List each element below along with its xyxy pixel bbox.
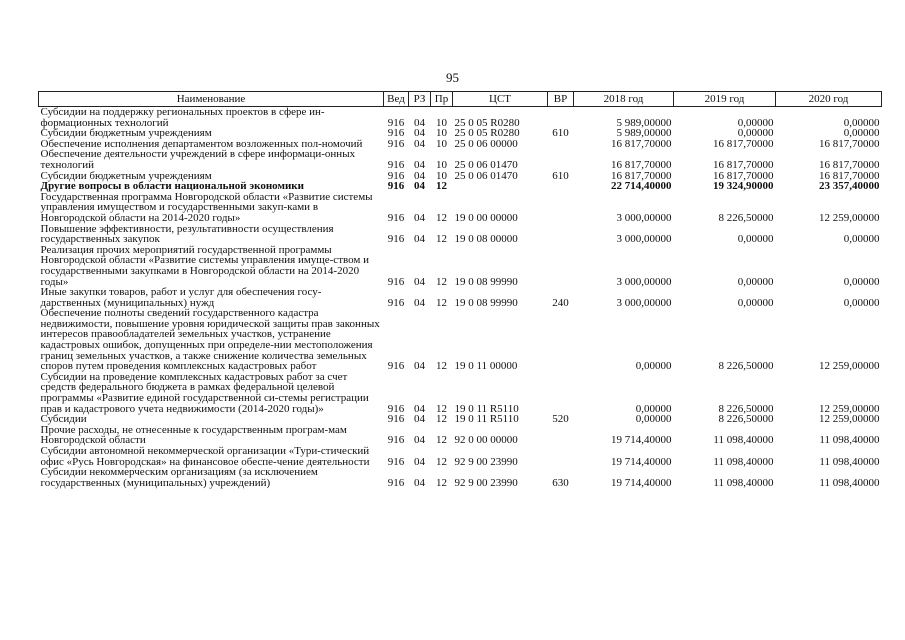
row-cst — [453, 181, 548, 192]
header-name: Наименование — [39, 92, 384, 107]
row-name: Субсидии некоммерческим организациям (за исключением государственных (муниципальных) учреждений) — [40, 466, 318, 489]
row-name: Субсидии на проведение комплексных кадастровых работ за счет средств федерального бюджета в рамках федеральной целевой программы «Развитие единой государственной си-стемы регистрации прав и кадастрового учета недвижимости (2014-2020 годы)» — [40, 370, 369, 415]
row-pr: 12 — [436, 455, 447, 468]
row-2020: 11 098,40000 — [819, 434, 880, 447]
row-pr: 12 — [436, 275, 447, 288]
table-row — [39, 192, 882, 224]
row-rz: 04 — [414, 127, 425, 140]
row-2020: 16 817,70000 — [819, 169, 880, 182]
row-vr — [548, 107, 574, 129]
row-name: Обеспечение деятельности учреждений в сфере информаци-онных технологий — [40, 148, 356, 171]
table-row — [39, 287, 882, 308]
row-vr — [548, 181, 574, 192]
row-pr: 12 — [436, 180, 447, 193]
row-2020: 23 357,40000 — [819, 180, 880, 193]
row-ved: 916 — [387, 158, 405, 171]
row-cst: 19 0 11 R5110 — [454, 402, 519, 415]
row-2018: 3 000,00000 — [616, 275, 672, 288]
header-row — [39, 92, 882, 107]
row-vr — [548, 372, 574, 414]
row-ved: 916 — [387, 434, 405, 447]
header-2019: 2019 год — [674, 92, 776, 107]
row-ved: 916 — [387, 169, 405, 182]
table-row — [39, 425, 882, 446]
row-2018: 19 714,40000 — [611, 455, 672, 468]
row-2018: 0,00000 — [635, 360, 672, 373]
row-2018: 5 989,00000 — [616, 116, 672, 129]
row-ved: 916 — [387, 296, 405, 309]
row-2020: 0,00000 — [843, 127, 880, 140]
row-cst: 19 0 08 99990 — [454, 296, 518, 309]
row-cst: 92 9 00 23990 — [454, 455, 518, 468]
row-2019: 0,00000 — [737, 275, 774, 288]
row-rz: 04 — [414, 275, 425, 288]
header-ved: Вед — [384, 92, 409, 107]
row-2018: 16 817,70000 — [611, 137, 672, 150]
row-2018: 0,00000 — [635, 413, 672, 426]
row-pr: 10 — [436, 137, 447, 150]
row-cst: 25 0 06 01470 — [454, 169, 518, 182]
row-2019: 16 817,70000 — [713, 169, 774, 182]
row-2019: 19 324,90000 — [713, 180, 774, 193]
row-2019: 16 817,70000 — [713, 137, 774, 150]
row-rz: 04 — [414, 158, 425, 171]
row-2020: 16 817,70000 — [819, 137, 880, 150]
row-rz: 04 — [414, 360, 425, 373]
row-rz: 04 — [414, 476, 425, 489]
row-2018: 3 000,00000 — [616, 211, 672, 224]
table-row — [39, 245, 882, 287]
row-vr — [548, 425, 574, 446]
table-body — [39, 107, 882, 489]
row-2018: 0,00000 — [635, 402, 672, 415]
row-name: Субсидии автономной некоммерческой организации «Тури-стический офис «Русь Новгородская» на финансовое обеспе-чение деятельности — [40, 445, 370, 468]
row-pr: 12 — [436, 434, 447, 447]
row-2018: 19 714,40000 — [611, 434, 672, 447]
row-vr: 630 — [552, 476, 569, 489]
row-2020: 12 259,00000 — [819, 402, 880, 415]
row-vr: 240 — [552, 296, 569, 309]
row-2019: 16 817,70000 — [713, 158, 774, 171]
row-2020: 0,00000 — [843, 296, 880, 309]
row-2020: 12 259,00000 — [819, 413, 880, 426]
row-cst: 92 0 00 00000 — [454, 434, 518, 447]
row-name: Субсидии на поддержку региональных проектов в сфере ин-формационных технологий — [40, 106, 325, 129]
row-name: Другие вопросы в области национальной экономики — [40, 180, 304, 193]
row-pr: 12 — [436, 476, 447, 489]
row-2019: 8 226,50000 — [718, 402, 774, 415]
row-name: Субсидии бюджетным учреждениям — [40, 127, 212, 140]
row-rz: 04 — [414, 169, 425, 182]
row-cst: 25 0 06 00000 — [454, 137, 518, 150]
row-2019: 0,00000 — [737, 233, 774, 246]
row-pr: 12 — [436, 402, 447, 415]
header-2018: 2018 год — [574, 92, 674, 107]
row-cst: 92 9 00 23990 — [454, 476, 518, 489]
row-rz: 04 — [414, 137, 425, 150]
row-ved: 916 — [387, 360, 405, 373]
row-ved: 916 — [387, 116, 405, 129]
row-pr: 12 — [436, 211, 447, 224]
row-2019: 8 226,50000 — [718, 360, 774, 373]
row-vr — [548, 149, 574, 170]
page-number: 95 — [446, 70, 459, 85]
row-2018: 16 817,70000 — [611, 158, 672, 171]
row-rz: 04 — [414, 434, 425, 447]
row-2020: 0,00000 — [843, 116, 880, 129]
row-cst: 19 0 11 00000 — [454, 360, 518, 373]
table-row — [39, 107, 882, 129]
row-2019: 11 098,40000 — [713, 476, 774, 489]
row-pr: 10 — [436, 127, 447, 140]
row-name: Реализация прочих мероприятий государственной программы Новгородской области «Развитие системы управления имуще-ством и государственными закупками в Новгородской области на 2014-2020 годы» — [40, 243, 370, 288]
row-pr: 12 — [436, 413, 447, 426]
row-cst: 19 0 00 00000 — [454, 211, 518, 224]
table-row — [39, 224, 882, 245]
row-2020: 0,00000 — [843, 275, 880, 288]
row-rz: 04 — [414, 116, 425, 129]
row-ved: 916 — [387, 137, 405, 150]
table-header — [39, 92, 882, 107]
row-ved: 916 — [387, 127, 405, 140]
row-name: Субсидии — [40, 413, 87, 426]
row-cst: 19 0 08 99990 — [454, 275, 518, 288]
row-name: Обеспечение полноты сведений государственного кадастра недвижимости, повышение уровня юридической защиты прав законных интересов правообладателей земельных участков, устранение кадастровых ошибок, допущенных при определе-нии местоположения границ земельных участков, а также снижение количества земельных споров путем проведения комплексных кадастровых работ — [40, 307, 380, 373]
row-rz: 04 — [414, 180, 425, 193]
row-2018: 5 989,00000 — [616, 127, 672, 140]
row-vr — [548, 308, 574, 372]
row-cst: 25 0 05 R0280 — [454, 127, 520, 140]
row-2019: 0,00000 — [737, 127, 774, 140]
row-2019: 11 098,40000 — [713, 434, 774, 447]
row-pr: 12 — [436, 296, 447, 309]
table-row — [39, 149, 882, 170]
row-cst: 19 0 11 R5110 — [454, 413, 519, 426]
row-cst: 19 0 08 00000 — [454, 233, 518, 246]
row-2018: 16 817,70000 — [611, 169, 672, 182]
row-2018: 22 714,40000 — [611, 180, 672, 193]
row-ved: 916 — [387, 211, 405, 224]
row-name: Прочие расходы, не отнесенные к государственным програм-мам Новгородской области — [40, 423, 347, 447]
row-cst: 25 0 05 R0280 — [454, 116, 520, 129]
row-pr: 10 — [436, 116, 447, 129]
row-2020: 11 098,40000 — [819, 455, 880, 468]
row-vr — [548, 192, 574, 224]
row-2019: 8 226,50000 — [718, 211, 774, 224]
row-ved: 916 — [387, 455, 405, 468]
row-vr: 610 — [552, 127, 569, 140]
row-pr: 10 — [436, 158, 447, 171]
row-name: Иные закупки товаров, работ и услуг для обеспечения госу-дарственных (муниципальных) нужд — [40, 286, 322, 309]
row-pr: 12 — [436, 360, 447, 373]
row-name: Повышение эффективности, результативности осуществления государственных закупок — [40, 222, 334, 246]
row-2018: 3 000,00000 — [616, 296, 672, 309]
row-pr: 10 — [436, 169, 447, 182]
row-2019: 0,00000 — [737, 116, 774, 129]
row-pr: 12 — [436, 233, 447, 246]
row-name: Государственная программа Новгородской области «Развитие системы управления имуществом и государственными закуп-ками в Новгородской области на 2014-2020 годы» — [40, 190, 373, 224]
table-row — [39, 372, 882, 414]
header-pr: Пр — [431, 92, 453, 107]
row-cst: 25 0 06 01470 — [454, 158, 518, 171]
row-ved: 916 — [387, 413, 405, 426]
row-2020: 16 817,70000 — [819, 158, 880, 171]
row-2020: 0,00000 — [843, 233, 880, 246]
row-2019: 0,00000 — [737, 296, 774, 309]
row-rz: 04 — [414, 233, 425, 246]
row-name: Субсидии бюджетным учреждениям — [40, 169, 212, 182]
row-rz: 04 — [414, 413, 425, 426]
table-row — [39, 308, 882, 372]
row-2020: 12 259,00000 — [819, 211, 880, 224]
row-rz: 04 — [414, 455, 425, 468]
row-vr — [548, 245, 574, 287]
row-2020: 11 098,40000 — [819, 476, 880, 489]
row-ved: 916 — [387, 275, 405, 288]
row-2018: 19 714,40000 — [611, 476, 672, 489]
row-vr: 610 — [552, 169, 569, 182]
row-2018: 3 000,00000 — [616, 233, 672, 246]
row-vr: 520 — [552, 413, 569, 426]
row-2019: 11 098,40000 — [713, 455, 774, 468]
row-name: Обеспечение исполнения департаментом возложенных пол-номочий — [40, 137, 363, 150]
header-rz: РЗ — [409, 92, 431, 107]
header-cst: ЦСТ — [453, 92, 548, 107]
row-rz: 04 — [414, 211, 425, 224]
row-ved: 916 — [387, 476, 405, 489]
row-2019: 8 226,50000 — [718, 413, 774, 426]
table-row — [39, 467, 882, 488]
row-ved: 916 — [387, 233, 405, 246]
row-ved: 916 — [387, 402, 405, 415]
row-rz: 04 — [414, 296, 425, 309]
row-vr — [548, 446, 574, 467]
row-2020: 12 259,00000 — [819, 360, 880, 373]
row-vr — [548, 224, 574, 245]
budget-table — [38, 91, 882, 488]
row-rz: 04 — [414, 402, 425, 415]
table-row — [39, 446, 882, 467]
header-vr: ВР — [548, 92, 574, 107]
row-vr — [548, 139, 574, 150]
header-2020: 2020 год — [776, 92, 882, 107]
row-ved: 916 — [387, 180, 405, 193]
